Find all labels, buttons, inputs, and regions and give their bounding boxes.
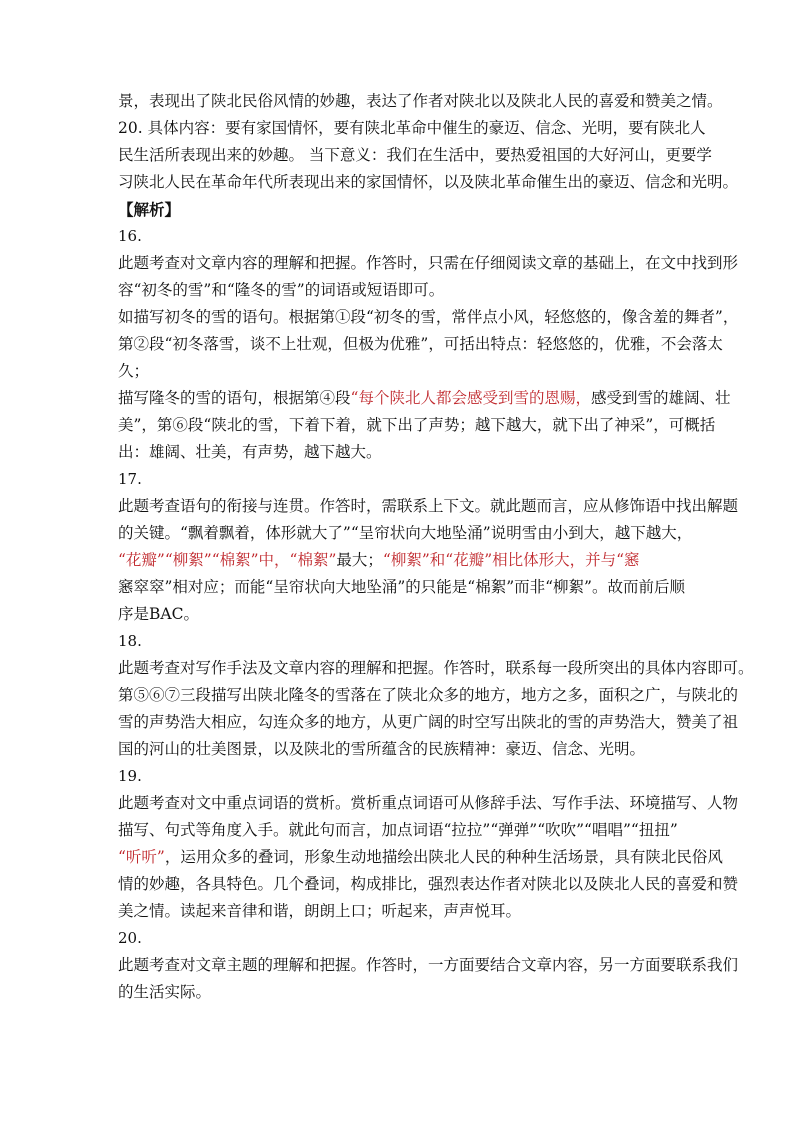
text-line: 的关键。“飘着飘着，体形就大了”“呈帘状向大地坠涌”说明雪由小到大，越下越大， [118, 524, 693, 542]
question-number: 17. [118, 470, 142, 488]
highlighted-quote: “花瓣”“柳絮”“棉絮”中，“棉絮” [118, 551, 337, 569]
highlighted-quote: “听听” [118, 848, 165, 866]
text-line: 雪的声势浩大相应，勾连众多的地方，从更广阔的时空写出陕北的雪的声势浩大，赞美了祖 [118, 713, 739, 731]
question-number: 20. [118, 929, 142, 947]
text-line: 第②段“初冬落雪，谈不上壮观，但极为优雅”，可括出特点：轻悠悠的，优雅，不会落太 [118, 335, 723, 353]
highlighted-quote: “柳絮”和“花瓣”相比体形大，并与“窸 [382, 551, 640, 569]
text-segment: 最大； [336, 551, 383, 569]
section-heading: 【解析】 [118, 200, 181, 219]
question-number: 18. [118, 632, 142, 650]
text-line: 的生活实际。 [118, 983, 212, 1001]
text-line: 久； [118, 362, 150, 380]
text-line [118, 844, 723, 871]
text-line: 此题考查对文章主题的理解和把握。作答时，一方面要结合文章内容，另一方面要联系我们 [118, 956, 739, 974]
text-line: 国的河山的壮美图景，以及陕北的雪所蕴含的民族精神：豪迈、信念、光明。 [118, 740, 646, 758]
text-segment: ，运用众多的叠词，形象生动地描绘出陕北人民的种种生活场景，具有陕北民俗风 [164, 848, 723, 866]
question-number: 19. [118, 767, 142, 785]
text-line: 此题考查对写作手法及文章内容的理解和把握。作答时，联系每一段所突出的具体内容即可。 [118, 659, 754, 677]
text-line: 美”，第⑥段“陕北的雪，下着下着，就下出了声势；越下越大，就下出了神采”，可概括 [118, 416, 716, 434]
text-line: 20. 具体内容：要有家国情怀，要有陕北革命中催生的豪迈、信念、光明，要有陕北人 [118, 119, 706, 137]
text-segment: 感受到雪的雄阔、壮 [590, 389, 731, 407]
text-line: 习陕北人民在革命年代所表现出来的家国情怀，以及陕北革命催生出的豪迈、信念和光明。 [118, 173, 739, 191]
text-line: 出：雄阔、壮美，有声势，越下越大。 [118, 443, 382, 461]
text-line: 此题考查对文章内容的理解和把握。作答时，只需在仔细阅读文章的基础上，在文中找到形 [118, 254, 739, 272]
text-line: 民生活所表现出来的妙趣。 当下意义：我们在生活中，要热爱祖国的大好河山，更要学 [118, 146, 712, 164]
text-line: 窸窣窣”相对应；而能“呈帘状向大地坠涌”的只能是“棉絮”而非“柳絮”。故而前后顺 [118, 578, 685, 596]
text-line: 第⑤⑥⑦三段描写出陕北隆冬的雪落在了陕北众多的地方，地方之多，面积之广，与陕北的 [118, 686, 739, 704]
text-line: 美之情。读起来音律和谐，朗朗上口；听起来，声声悦耳。 [118, 902, 522, 920]
text-line: 此题考查语句的衔接与连贯。作答时，需联系上下文。就此题而言，应从修饰语中找出解题 [118, 497, 739, 515]
text-line [118, 385, 731, 412]
text-line: 容“初冬的雪”和“隆冬的雪”的词语或短语即可。 [118, 281, 445, 299]
text-line [118, 547, 684, 574]
text-line: 描写、句式等角度入手。就此句而言，加点词语“拉拉”“弹弹”“吹吹”“唱唱”“扭扭” [118, 821, 678, 839]
text-line: 如描写初冬的雪的语句。根据第①段“初冬的雪，常伴点小风，轻悠悠的，像含羞的舞者”， [118, 308, 739, 326]
document-page [118, 88, 754, 1006]
text-segment: 描写隆冬的雪的语句，根据第④段 [118, 389, 351, 407]
text-line: 景，表现出了陕北民俗风情的妙趣，表达了作者对陕北以及陕北人民的喜爱和赞美之情。 [118, 92, 723, 110]
text-line: 此题考查对文中重点词语的赏析。赏析重点词语可从修辞手法、写作手法、环境描写、人物 [118, 794, 739, 812]
highlighted-quote: “每个陕北人都会感受到雪的恩赐， [350, 389, 591, 407]
text-line: 情的妙趣，各具特色。几个叠词，构成排比，强烈表达作者对陕北以及陕北人民的喜爱和赞 [118, 875, 739, 893]
text-line: 序是BAC。 [118, 605, 199, 623]
question-number: 16. [118, 227, 142, 245]
